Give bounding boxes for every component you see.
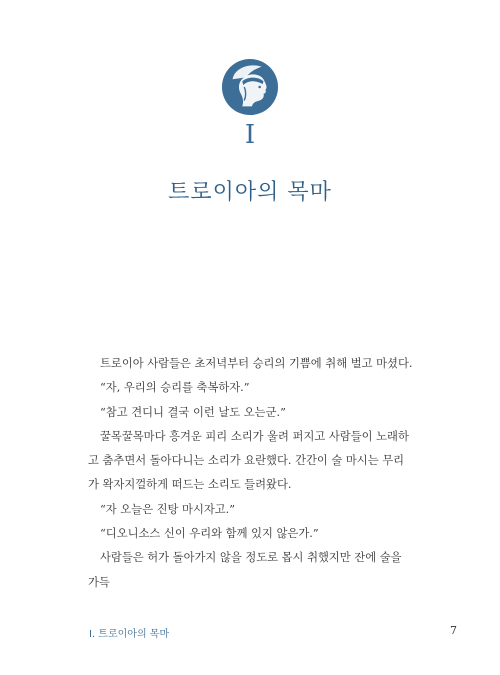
paragraph: 사람들은 허가 돌아가지 않을 정도로 몹시 취했지만 잔에 술을 가득 [88,551,402,589]
warrior-helmet-icon [221,58,279,116]
page-number: 7 [450,624,457,637]
paragraph: “자, 우리의 승리를 축복하자.” [100,381,250,395]
paragraph: “참고 견디니 결국 이런 날도 오는군.” [100,405,286,419]
chapter-title: 트로이아의 목마 [168,180,332,205]
paragraph: “디오니소스 신이 우리와 함께 있지 않은가.” [100,527,319,541]
paragraph: 꿀목꿀목마다 흥겨운 피리 소리가 울려 퍼지고 사람들이 노래하고 춤추면서 돌아다니는 소리가 요란했다. 간간이 술 마시는 무리가 왁자지껄하게 떠드는 소리도 들려왔다. [88,429,409,492]
running-title: I. 트로이아의 목마 [89,629,170,640]
body-text [88,352,413,595]
paragraph: 트로이아 사람들은 초저녁부터 승리의 기쁨에 취해 벌고 마셨다. [100,357,413,370]
paragraph: “자 오늘은 진탕 마시자고.” [100,502,236,516]
chapter-number: I [244,120,256,150]
